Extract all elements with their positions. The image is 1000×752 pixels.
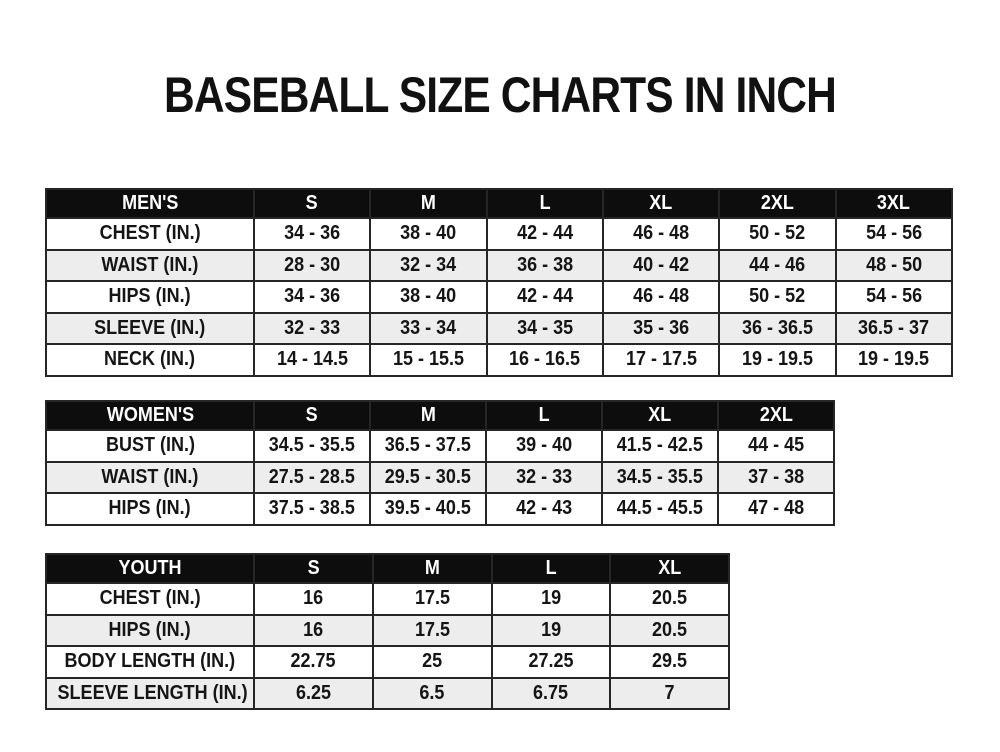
- size-value-text: 54 - 56: [865, 222, 922, 245]
- size-value-text: 29.5 - 30.5: [384, 465, 472, 488]
- youth-header-row: [46, 554, 729, 583]
- size-value: [492, 646, 611, 678]
- header-label: M: [420, 404, 436, 426]
- size-value-text: 35 - 36: [633, 316, 690, 339]
- size-value: [487, 313, 603, 345]
- column-header-s: [254, 554, 373, 583]
- size-value-text: 40 - 42: [633, 253, 690, 276]
- size-value: [254, 430, 370, 462]
- size-value-text: 32 - 34: [400, 253, 457, 276]
- table-row: [46, 344, 952, 376]
- size-value: [603, 250, 719, 282]
- size-value: [492, 678, 611, 710]
- size-value: [718, 462, 834, 494]
- size-value-text: 50 - 52: [749, 222, 806, 245]
- size-value: [836, 218, 952, 250]
- size-value: [487, 344, 603, 376]
- womens-header-row: [46, 401, 834, 430]
- column-header-m: [370, 401, 486, 430]
- header-label: XL: [658, 557, 682, 579]
- size-value: [492, 583, 611, 615]
- row-label: [46, 344, 254, 376]
- table-row: [46, 493, 834, 525]
- size-value-text: 29.5: [652, 650, 688, 673]
- size-value-text: 39.5 - 40.5: [384, 497, 472, 520]
- size-value-text: 48 - 50: [865, 253, 922, 276]
- row-label-text: WAIST (IN.): [101, 465, 199, 488]
- row-label-text: HIPS (IN.): [108, 285, 192, 308]
- table-row: [46, 250, 952, 282]
- column-header-3xl: [836, 189, 952, 218]
- womens-group-header: [46, 401, 254, 430]
- row-label: [46, 583, 254, 615]
- size-value-text: 17.5: [414, 618, 450, 641]
- size-value: [603, 281, 719, 313]
- size-value: [373, 583, 492, 615]
- size-value-text: 44 - 46: [749, 253, 806, 276]
- column-header-m: [370, 189, 486, 218]
- size-value-text: 15 - 15.5: [392, 348, 465, 371]
- youth-group-header: [46, 554, 254, 583]
- size-value-text: 17.5: [414, 587, 450, 610]
- size-value: [602, 462, 718, 494]
- table-row: [46, 281, 952, 313]
- size-value-text: 6.75: [533, 681, 569, 704]
- size-value: [602, 430, 718, 462]
- size-value-text: 34.5 - 35.5: [268, 434, 356, 457]
- row-label: [46, 678, 254, 710]
- mens-header-row: [46, 189, 952, 218]
- size-value: [370, 493, 486, 525]
- column-header-s: [254, 401, 370, 430]
- row-label: [46, 250, 254, 282]
- size-value-text: 17 - 17.5: [625, 348, 697, 371]
- size-value: [254, 250, 370, 282]
- size-value-text: 25: [422, 650, 443, 673]
- size-value-text: 34.5 - 35.5: [616, 465, 704, 488]
- womens-size-table: [45, 400, 835, 526]
- size-value-text: 16: [303, 587, 324, 610]
- size-value-text: 33 - 34: [400, 316, 457, 339]
- row-label-text: SLEEVE LENGTH (IN.): [57, 681, 248, 704]
- size-value-text: 42 - 44: [516, 285, 573, 308]
- size-value: [610, 615, 729, 647]
- table-row: [46, 218, 952, 250]
- size-value-text: 14 - 14.5: [276, 348, 348, 371]
- size-value: [719, 344, 835, 376]
- size-value-text: 44 - 45: [747, 434, 805, 457]
- size-value: [487, 281, 603, 313]
- size-value-text: 36.5 - 37: [858, 316, 930, 339]
- size-value: [836, 281, 952, 313]
- size-value: [254, 281, 370, 313]
- size-value: [370, 344, 486, 376]
- size-value-text: 32 - 33: [284, 316, 341, 339]
- row-label-text: CHEST (IN.): [99, 222, 201, 245]
- header-label: L: [539, 192, 551, 214]
- header-label: M: [424, 557, 440, 579]
- size-value-text: 36 - 38: [516, 253, 573, 276]
- size-value-text: 19: [540, 587, 561, 610]
- column-header-xl: [603, 189, 719, 218]
- column-header-xl: [610, 554, 729, 583]
- size-value-text: 6.25: [295, 681, 331, 704]
- table-row: [46, 646, 729, 678]
- header-label: YOUTH: [118, 557, 182, 579]
- column-header-l: [492, 554, 611, 583]
- row-label: [46, 493, 254, 525]
- size-value-text: 16 - 16.5: [509, 348, 581, 371]
- size-value: [603, 313, 719, 345]
- size-value: [254, 344, 370, 376]
- size-value-text: 44.5 - 45.5: [616, 497, 704, 520]
- header-label: XL: [649, 192, 673, 214]
- size-value-text: 54 - 56: [865, 285, 922, 308]
- size-value: [254, 313, 370, 345]
- header-label: L: [545, 557, 557, 579]
- table-row: [46, 313, 952, 345]
- row-label: [46, 646, 254, 678]
- row-label-text: BUST (IN.): [105, 434, 195, 457]
- row-label: [46, 313, 254, 345]
- size-value-text: 38 - 40: [400, 222, 457, 245]
- header-label: WOMEN'S: [106, 404, 194, 426]
- size-value: [370, 250, 486, 282]
- row-label-text: SLEEVE (IN.): [94, 316, 206, 339]
- header-label: S: [307, 557, 320, 579]
- size-value-text: 22.75: [290, 650, 336, 673]
- column-header-m: [373, 554, 492, 583]
- size-value-text: 46 - 48: [633, 222, 690, 245]
- size-value: [718, 493, 834, 525]
- size-value: [487, 250, 603, 282]
- size-value-text: 36.5 - 37.5: [384, 434, 472, 457]
- size-value-text: 34 - 36: [284, 285, 341, 308]
- row-label-text: HIPS (IN.): [108, 497, 192, 520]
- header-label: M: [420, 192, 436, 214]
- header-label: L: [538, 404, 550, 426]
- size-value: [254, 615, 373, 647]
- size-value-text: 6.5: [419, 681, 445, 704]
- size-value: [254, 678, 373, 710]
- column-header-l: [486, 401, 602, 430]
- size-value: [719, 250, 835, 282]
- header-label: 3XL: [877, 192, 911, 214]
- size-value-text: 36 - 36.5: [741, 316, 814, 339]
- size-value: [487, 218, 603, 250]
- header-label: XL: [648, 404, 672, 426]
- size-value: [602, 493, 718, 525]
- size-value: [486, 493, 602, 525]
- size-value: [373, 615, 492, 647]
- header-label: S: [305, 404, 319, 426]
- size-value: [603, 218, 719, 250]
- size-value: [603, 344, 719, 376]
- size-value: [719, 218, 835, 250]
- size-value: [370, 430, 486, 462]
- size-value: [719, 281, 835, 313]
- row-label: [46, 218, 254, 250]
- table-row: [46, 678, 729, 710]
- size-value: [370, 462, 486, 494]
- size-value-text: 37 - 38: [747, 465, 805, 488]
- size-value: [836, 250, 952, 282]
- table-row: [46, 430, 834, 462]
- header-label: S: [306, 192, 319, 214]
- size-value: [373, 678, 492, 710]
- column-header-2xl: [719, 189, 835, 218]
- size-value: [610, 583, 729, 615]
- size-value: [836, 313, 952, 345]
- row-label: [46, 462, 254, 494]
- row-label: [46, 281, 254, 313]
- row-label: [46, 615, 254, 647]
- size-value-text: 7: [664, 681, 675, 704]
- size-value: [610, 646, 729, 678]
- column-header-2xl: [718, 401, 834, 430]
- mens-group-header: [46, 189, 254, 218]
- size-value-text: 27.25: [528, 650, 574, 673]
- size-value-text: 16: [303, 618, 324, 641]
- header-label: 2XL: [760, 192, 794, 214]
- size-value: [836, 344, 952, 376]
- column-header-l: [487, 189, 603, 218]
- size-value-text: 46 - 48: [633, 285, 690, 308]
- size-value-text: 37.5 - 38.5: [268, 497, 356, 520]
- size-value-text: 27.5 - 28.5: [268, 465, 356, 488]
- size-value-text: 39 - 40: [515, 434, 573, 457]
- table-row: [46, 615, 729, 647]
- size-value-text: 19 - 19.5: [741, 348, 814, 371]
- size-value-text: 20.5: [652, 618, 688, 641]
- size-value: [254, 583, 373, 615]
- size-value-text: 42 - 43: [515, 497, 573, 520]
- size-value-text: 19 - 19.5: [858, 348, 930, 371]
- size-value-text: 28 - 30: [284, 253, 341, 276]
- size-value-text: 50 - 52: [749, 285, 806, 308]
- size-value-text: 19: [540, 618, 561, 641]
- row-label-text: NECK (IN.): [104, 348, 196, 371]
- row-label-text: CHEST (IN.): [99, 587, 201, 610]
- size-value: [610, 678, 729, 710]
- column-header-s: [254, 189, 370, 218]
- size-value: [254, 218, 370, 250]
- size-value-text: 47 - 48: [747, 497, 805, 520]
- size-value: [254, 462, 370, 494]
- header-label: 2XL: [759, 404, 793, 426]
- size-value: [370, 313, 486, 345]
- youth-size-table: [45, 553, 730, 710]
- table-row: [46, 462, 834, 494]
- size-value: [370, 281, 486, 313]
- size-value: [719, 313, 835, 345]
- size-value-text: 20.5: [652, 587, 688, 610]
- mens-size-table: [45, 188, 953, 377]
- size-value: [492, 615, 611, 647]
- page-title: BASEBALL SIZE CHARTS IN INCH: [164, 67, 836, 123]
- table-row: [46, 583, 729, 615]
- size-value-text: 41.5 - 42.5: [616, 434, 704, 457]
- header-label: MEN'S: [121, 192, 179, 214]
- row-label-text: BODY LENGTH (IN.): [64, 650, 236, 673]
- size-value: [370, 218, 486, 250]
- row-label-text: HIPS (IN.): [108, 618, 192, 641]
- size-value-text: 38 - 40: [400, 285, 457, 308]
- size-value-text: 34 - 35: [516, 316, 573, 339]
- size-value: [254, 493, 370, 525]
- row-label-text: WAIST (IN.): [101, 253, 199, 276]
- size-value: [254, 646, 373, 678]
- size-value: [486, 462, 602, 494]
- size-value-text: 42 - 44: [516, 222, 573, 245]
- size-value: [373, 646, 492, 678]
- size-value-text: 34 - 36: [284, 222, 341, 245]
- column-header-xl: [602, 401, 718, 430]
- size-value: [486, 430, 602, 462]
- size-value-text: 32 - 33: [515, 465, 573, 488]
- size-value: [718, 430, 834, 462]
- row-label: [46, 430, 254, 462]
